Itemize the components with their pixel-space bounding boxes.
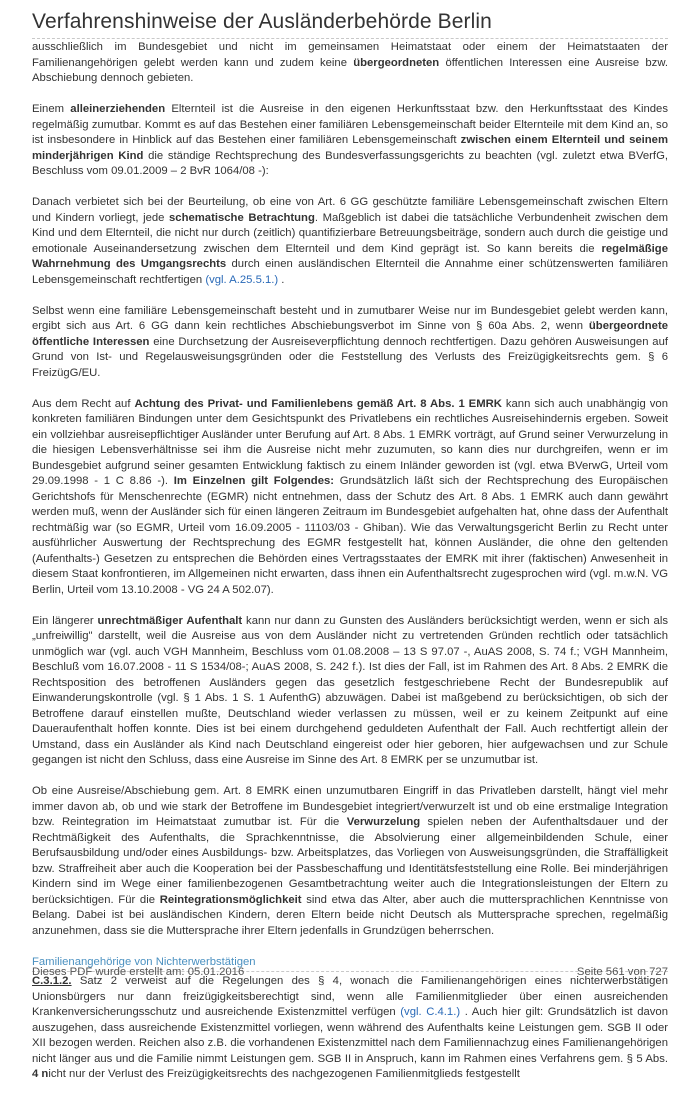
text: Satz 2 verweist auf die Regelungen des § 4, wonach die Familienangehörigen eines nichterwerbstätigen Unionsbürgers nur dann freizügigkeitsberechtigt sind, wenn alle Familienmitglieder über einen ausreichenden Krankenversicherungsschutz und ausreichende Existenzmittel verfügen <box>32 975 668 1018</box>
text: eine Durchsetzung der Ausreiseverpflichtung dennoch rechtfertigen. Dazu gehören Ausweisungen auf Grund von Ist- und Regelausweisungsgründen oder die Feststellung des Verlusts des Freizügigkeitsrechts gem. § 6 FreizügG/EU. <box>32 335 668 379</box>
bold-term: Reintegrationsmöglichkeit <box>159 893 302 906</box>
text: . <box>278 273 285 286</box>
text: . Auch hier gilt: Grundsätzlich ist davon auszugehen, dass ausreichende Existenzmittel vorliegen, wenn während des Aufenthalts keine Leistungen gem. SGB II oder XII bezogen werden. Reichen also z.B. die vorhandenen Existenzmittel nach dem Familiennachzug eines Familienangehörigen nicht länger aus und die Familie nimmt Leistungen gem. SGB II in Anspruch, kann im Rahmen eines Verfahrens gem. § 5 Abs. <box>32 1006 668 1065</box>
footer-page-number: Seite 561 von 727 <box>576 966 668 978</box>
paragraph <box>32 102 668 180</box>
text: sind etwa das Alter, aber auch die muttersprachlichen Kenntnisse von Belang. Dabei ist bei ausländischen Kindern, deren Eltern beide nicht Deutsch als Muttersprache sprechen, regelmäßig anzunehmen, dass sie die Muttersprache ihrer Eltern jedenfalls in Grundzügen beherrschen. <box>32 893 668 937</box>
bold-term: zwischen einem Elternteil und seinem minderjährigen Kind <box>32 134 668 162</box>
text: Aus dem Recht auf <box>32 397 135 410</box>
bold-term: Achtung des Privat- und Familienlebens gemäß Art. 8 Abs. 1 EMRK <box>134 397 502 410</box>
text: Selbst wenn eine familiäre Lebensgemeinschaft besteht und in zumutbarer Weise nur im Bundesgebiet gelebt werden kann, ergibt sich aus Art. 6 GG dann kein rechtliches Abschiebungsverbot im Sinne von § 60a Abs. 2, wenn <box>32 304 668 332</box>
bold-term: schematische Betrachtung <box>169 211 315 224</box>
text: kann nur dann zu Gunsten des Ausländers berücksichtigt werden, wenn er sich als „unfreiwillig" darstellt, weil die Ausreise aus von dem Ausländer nicht zu vertretenden Gründen rechtlich oder tatsächlich unmöglich war (vgl. auch VGH Mannheim, Beschluss vom 01.08.2008 – 13 S 97.07 -, AuAS 2008, S. 74 f.; VGH Mannheim, Beschluß vom 16.07.2008 - 11 S 1534/08-; AuAS 2008, S. 242 f.). Ist dies der Fall, ist im Rahmen des Art. 8 Abs. 2 EMRK die Rechtsposition des betroffenen Ausländers gegen das gesetzlich festgeschriebene Recht der Bundesrepublik auf Einwanderungskontrolle (vgl. § 1 Abs. 1 S. 1 AufenthG) abzuwägen. Dabei ist maßgebend zu berücksichtigen, ob sich der Betroffene darauf einstellen mußte, Deutschland wieder verlassen zu müssen, weil er zu keinem Zeitpunkt auf eine Daueraufenthalt hoffen konnte. Dies ist bei einem durchgehend geduldeten Aufenthalt der Fall. Auch rechtfertigt allein der Umstand, dass ein Ausländer als Kind nach Deutschland eingereist oder hier geboren, hier aufgewachsen und zur Schule gegangen ist nicht den Schluss, dass eine Ausreise im Sinne des Art. 8 EMRK per se unzumutbar ist. <box>32 614 668 766</box>
bold-term: unrechtmäßiger Aufenthalt <box>97 614 243 627</box>
text: . Maßgeblich ist dabei die tatsächliche Verbundenheit zwischen dem Kind und dem Elternteil, die nicht nur durch (zeitlich) quantifizierbare Betreuungsbeiträge, sondern auch durch die geistige und emotionale Auseinandersetzung zwischen dem Elternteil und dem Kind geprägt ist. So kann bereits die <box>32 211 668 255</box>
bold-term: Im Einzelnen gilt Folgendes: <box>173 475 335 487</box>
bold-term: alleinerziehenden <box>70 103 166 115</box>
section-heading: Familienangehörige von Nichterwerbstätigen <box>32 955 256 968</box>
section-number: C.3.1.2. <box>32 975 72 987</box>
document-page <box>32 0 669 1080</box>
text: Elternteil ist die Ausreise in den eigenen Herkunftsstaat bzw. den Herkunftsstaat des Kindes regelmäßig zumutbar. Kommt es auf das Bestehen einer familiären Lebensgemeinschaft beider Elternteile mit dem Kind an, so ist insbesondere in Hinblick auf das Bestehen einer familiären Lebensgemeinschaft <box>32 103 668 146</box>
bold-term: übergeordneten <box>353 56 440 69</box>
paragraph <box>32 397 668 599</box>
text: Grundsätzlich läßt sich der Rechtsprechung des Europäischen Gerichtshofs für Menschenrechte (EGMR) nicht entnehmen, dass der Schutz des Art. 8 Abs. 1 EMRK auch dann gewährt werden muß, wenn der Ausländer sich für einen längeren Zeitraum im Bundesgebiet aufgehalten hat, ohne dass der Aufenthalt rechtmäßig war (so EGMR, Urteil vom 16.09.2005 - 11103/03 - Ghiban). Wie das Verwaltungsgericht Berlin zu Recht unter ausführlicher Auswertung der Rechtsprechung des EGMR festgestellt hat, können Ausländer, die ohne den geltenden (Aufenthalts-) Gesetzen zu entsprechen die Behörden eines Vertragsstaates der EMRK mit ihrer (faktischen) Anwesenheit in diesem Staat konfrontieren, im Allgemeinen nicht erwarten, dass ihnen ein Aufenthaltsrecht zugesprochen wird (vgl. m.w.N. VG Berlin, Urteil vom 13.10.2008 - VG 24 A 502.07). <box>32 475 668 596</box>
header-divider <box>32 38 668 39</box>
text: Einem <box>32 103 71 115</box>
text: kann sich auch unabhängig von konkreten familiären Bindungen unter dem Gesichtspunkt des Privatlebens ein rechtliches Ausreisehindernis ergeben. Soweit ein vollziehbar ausreisepflichtiger Ausländer unter Berufung auf Art. 8 Abs. 1 EMRK vorträgt, auf Grund seiner Verwurzelung in die hiesigen Lebensverhältnisse sei ihm die Ausreise nicht mehr zuzumuten, so kann dies nur durchgreifen, wenn er im Bundesgebiet aufgrund seiner gesamten Entwicklung faktisch zu einem Inländer geworden ist (vgl. etwa BVerwG, Urteil vom 29.09.1998 - 1 C 8.86 -). <box>32 397 668 487</box>
section-paragraph <box>32 974 668 1083</box>
text: Ein längerer <box>32 614 98 627</box>
cross-reference-link[interactable]: (vgl. A.25.5.1.) <box>205 273 279 286</box>
bold-term: regelmäßige Wahrnehmung des Umgangsrechts <box>32 242 668 270</box>
text: Danach verbietet sich bei der Beurteilung, ob eine von Art. 6 GG geschützte familiäre Lebensgemeinschaft zwischen Eltern und Kindern vorliegt, jede <box>32 196 668 224</box>
text: ausschließlich im Bundesgebiet und nicht im gemeinsamen Heimatstaat oder einem der Heimatstaaten der Familienangehörigen gelebt werden kann und zudem keine <box>32 41 668 69</box>
bold-term: 4 n <box>32 1068 49 1080</box>
bold-term: Verwurzelung <box>346 816 421 828</box>
text: Ob eine Ausreise/Abschiebung gem. Art. 8 EMRK einen unzumutbaren Eingriff in das Privatleben darstellt, hängt viel mehr immer davon ab, ob und wie stark der Betroffene im Bundesgebiet integriert/verwurzelt ist und ob eine erstmalige Integration bzw. Reintegration im Heimatstaat zumutbar ist. Für die <box>32 785 668 828</box>
text: durch einen ausländischen Elternteil die Annahme einer schützenswerten familiären Lebensgemeinschaft rechtfertigen <box>32 258 668 286</box>
text: die ständige Rechtsprechung des Bundesverfassungsgerichts zu beachten (vgl. zuletzt etwa BVerfG, Beschluss vom 09.01.2009 – 2 BvR 1064/08 -): <box>32 149 668 177</box>
paragraph <box>32 614 668 769</box>
paragraph <box>32 40 668 87</box>
paragraph <box>32 304 668 382</box>
paragraph <box>32 195 668 288</box>
cross-reference-link[interactable]: (vgl. C.4.1.) <box>400 1006 461 1018</box>
text: spielen neben der Aufenthaltsdauer und der Rechtmäßigkeit des Aufenthalts, die Sprachkenntnisse, die Absolvierung einer allgemeinbildenden Schule, einer Berufsausbildung und/oder eines Ausbildungs- bzw. Arbeitsplatzes, das Vorliegen von Ausweisungsgründen, die Straffälligkeit bzw. Straffreiheit aber auch die Kooperation bei der Passbeschaffung und Identitätsfeststellung eine Rolle. Bei minderjährigen Kindern sind im Wege einer familienbezogenen Gesamtbetrachtung weiter auch die Integrationsleistungen der Eltern zu berücksichtigen. Für die <box>32 816 669 906</box>
text: icht nur der Verlust des Freizügigkeitsrechts des nachgezogenen Familienmitglieds festgestellt <box>48 1068 520 1080</box>
bold-term: übergeordnete öffentliche Interessen <box>32 320 668 348</box>
paragraph <box>32 784 668 939</box>
page-title: Verfahrenshinweise der Ausländerbehörde Berlin <box>32 10 492 33</box>
document-body <box>32 40 668 1098</box>
footer-created-date: Dieses PDF wurde erstellt am: 05.01.2016 <box>32 966 245 978</box>
text: öffentlichen Interessen eine Ausreise bzw. Abschiebung dennoch gebieten. <box>32 56 668 84</box>
